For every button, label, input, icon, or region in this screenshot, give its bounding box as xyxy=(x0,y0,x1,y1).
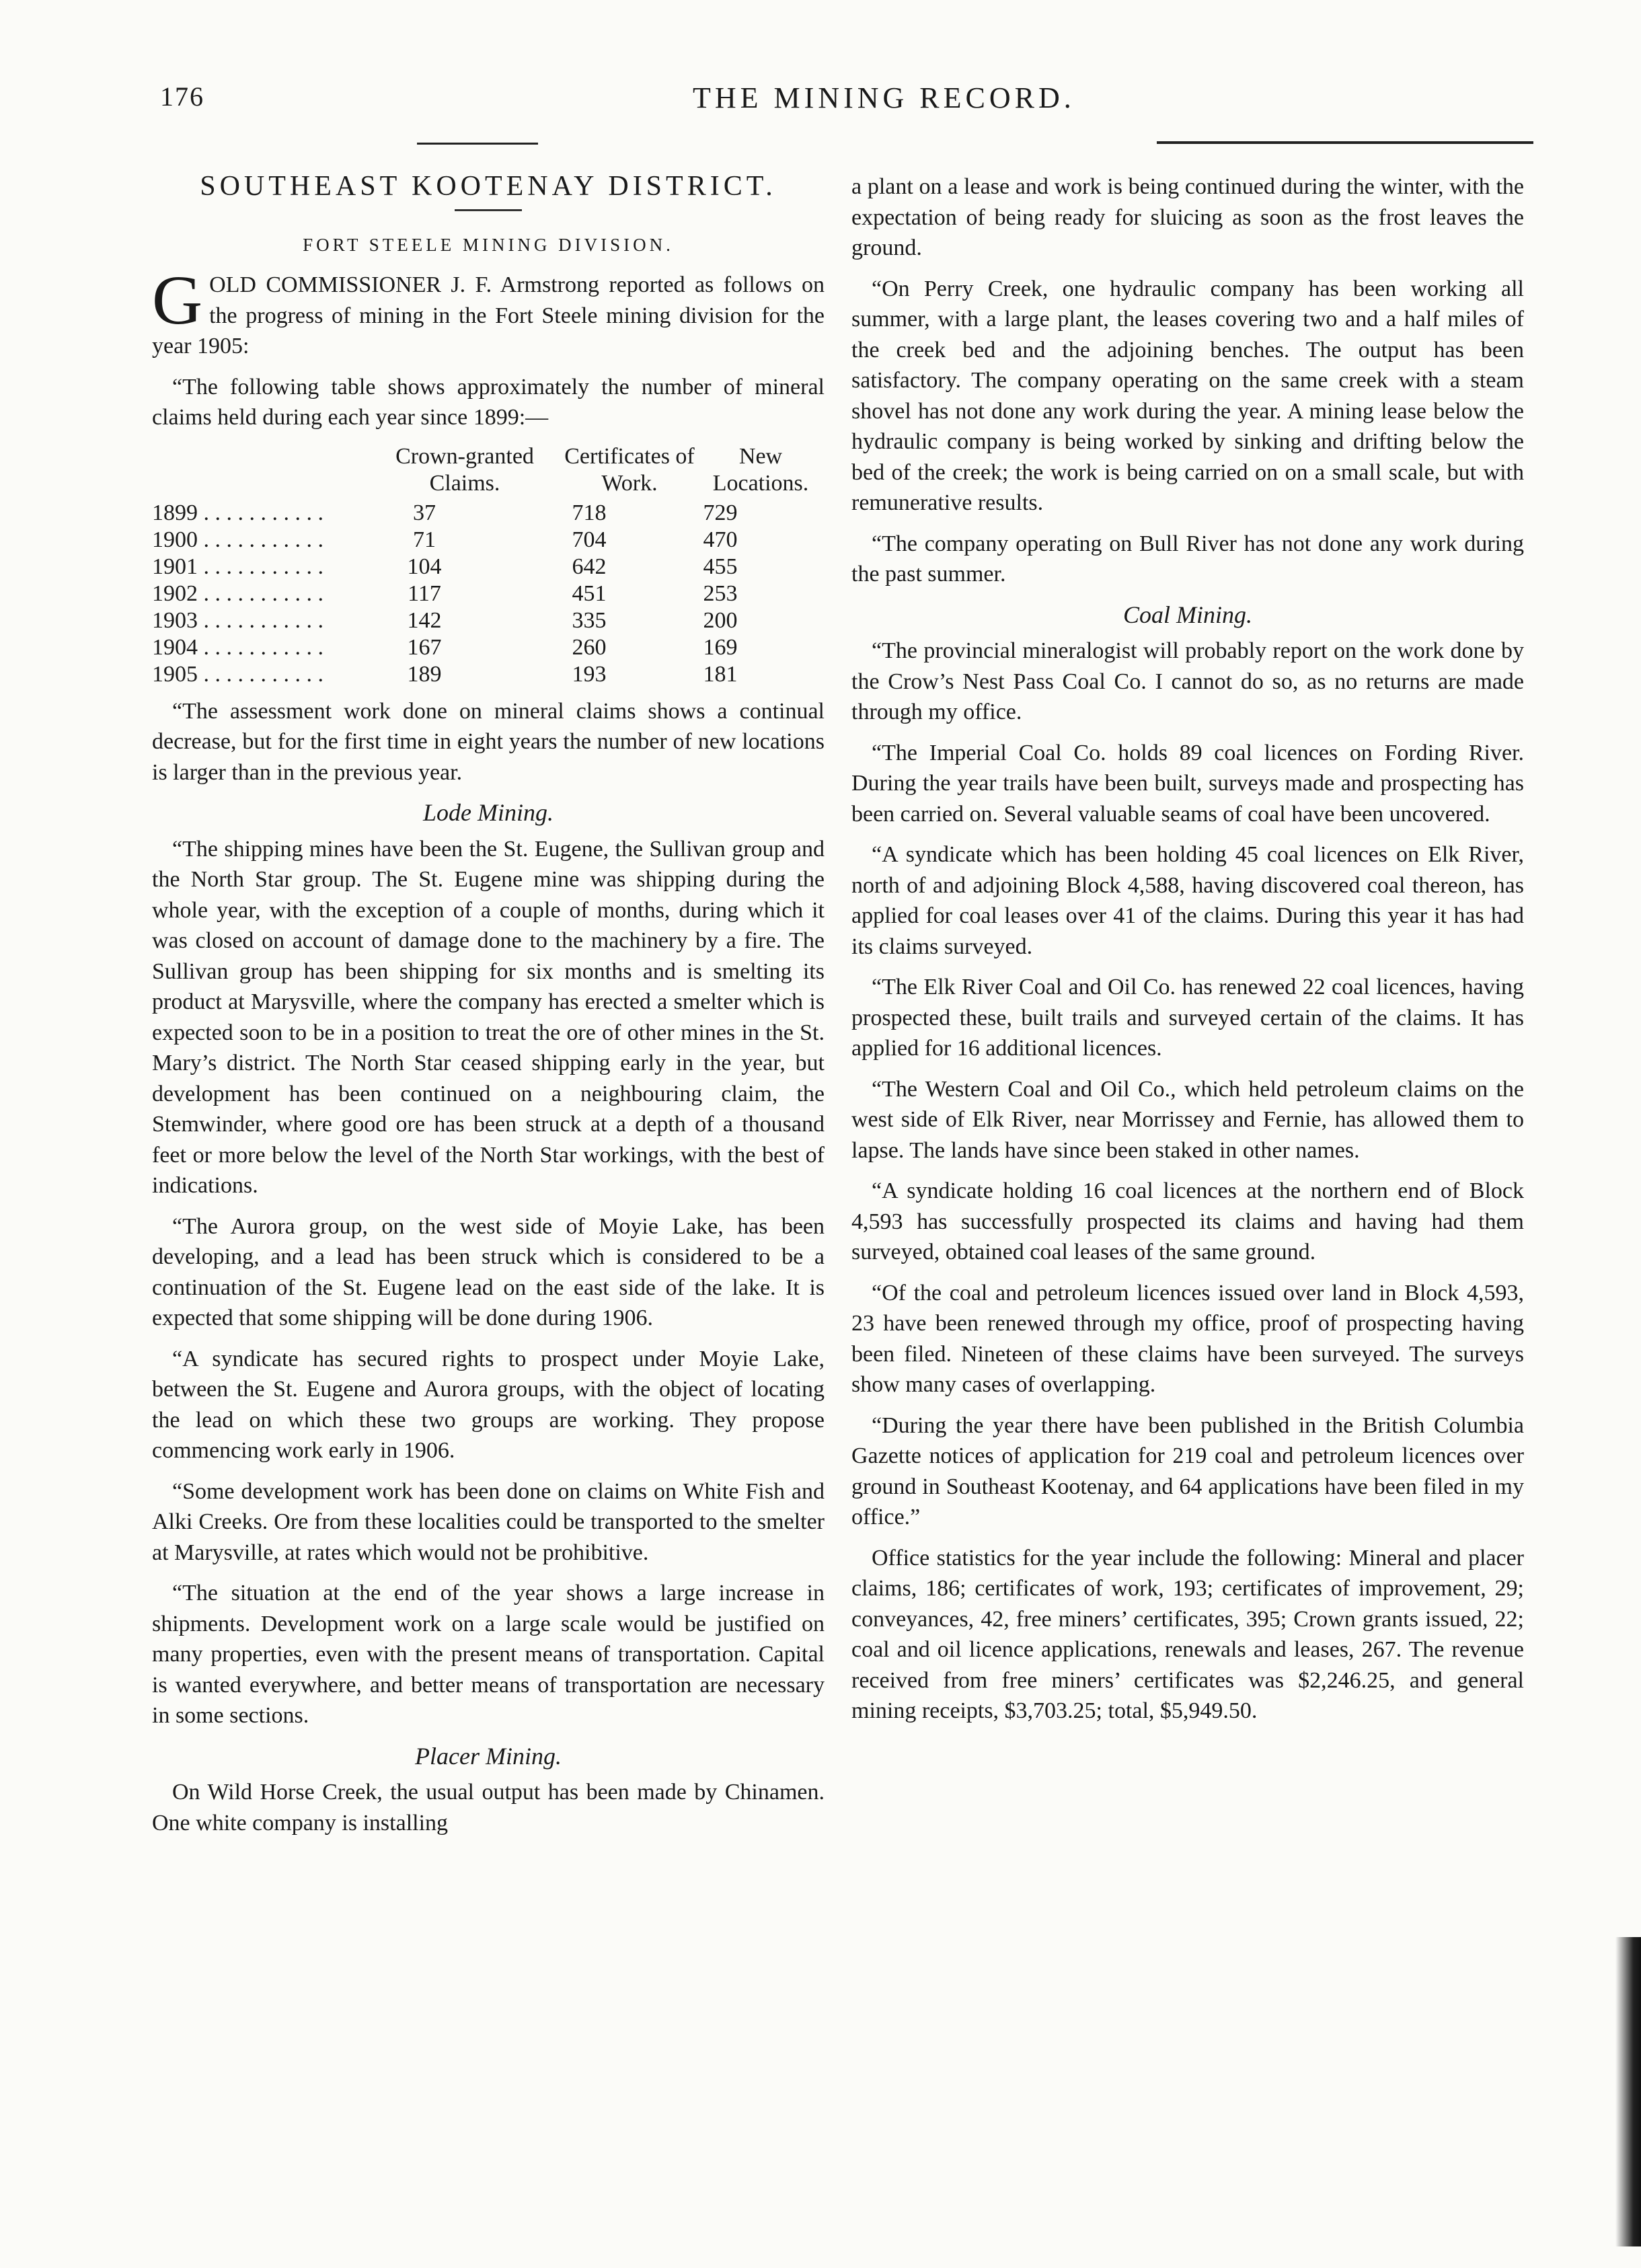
body-paragraph: “The Aurora group, on the west side of Moyie Lake, has been developing, and a lead has been struck which is considered to be a continuation of the St. Eugene lead on the east side of the lake. It is expected that some shipping will be done during 1906. xyxy=(152,1213,825,1330)
body-paragraph: “The company operating on Bull River has not done any work during the past summer. xyxy=(851,531,1524,587)
header-rule-right xyxy=(1157,141,1533,144)
table-cell: 718 xyxy=(572,500,607,525)
table-row xyxy=(152,527,825,554)
body-paragraph: a plant on a lease and work is being continued during the winter, with the expectation of being ready for sluicing as soon as the frost leaves the ground. xyxy=(851,174,1524,260)
table-row xyxy=(152,661,825,688)
title-rule xyxy=(455,209,522,211)
table-cell-year: 1905 . . . . . . . . . . . xyxy=(152,661,323,687)
body-paragraph: “A syndicate has secured rights to prospect under Moyie Lake, between the St. Eugene and Aurora groups, with the object of locating the lead on which these two groups are working. They propose commencing work early in 1906. xyxy=(152,1346,825,1463)
table-cell: 193 xyxy=(572,661,607,687)
table-cell: 470 xyxy=(703,527,738,552)
body-paragraph: “A syndicate holding 16 coal licences at the northern end of Block 4,593 has successfully prospected its claims and having had them surveyed, obtained coal leases of the same ground. xyxy=(851,1178,1524,1264)
body-paragraph: Office statistics for the year include the following: Mineral and placer claims, 186; certificates of work, 193; certificates of improvement, 29; conveyances, 42, free miners’ certificates, 395; Crown grants issued, 22; coal and oil licence applications, renewals and leases, 267. The revenue received from free miners’ certificates was $2,246.25, and general mining receipts, $3,703.25; total, $5,949.50. xyxy=(851,1545,1524,1723)
table-cell: 169 xyxy=(703,634,738,660)
table-cell: 189 xyxy=(407,661,442,687)
table-cell: 642 xyxy=(572,554,607,579)
page-number: 176 xyxy=(160,81,204,112)
body-paragraph: “Some development work has been done on claims on White Fish and Alki Creeks. Ore from these localities could be transported to the smelter at Marysville, at rates which would not be prohibitive. xyxy=(152,1478,825,1565)
article-subtitle: FORT STEELE MINING DIVISION. xyxy=(303,234,674,255)
table-cell: 704 xyxy=(572,527,607,552)
table-cell: 335 xyxy=(572,607,607,633)
column-header: Crown-granted Claims. xyxy=(395,443,534,496)
body-paragraph: “The Elk River Coal and Oil Co. has renewed 22 coal licences, having prospected these, built trails and surveyed certain of the claims. It has applied for 16 additional licences. xyxy=(851,975,1524,1061)
body-paragraph: “A syndicate which has been holding 45 coal licences on Elk River, north of and adjoining Block 4,588, having discovered coal thereon, has applied for coal leases over 41 of the claims. During this year it has had its claims surveyed. xyxy=(851,842,1524,959)
table-cell: 253 xyxy=(703,580,738,606)
table-row xyxy=(152,580,825,607)
article-title: SOUTHEAST KOOTENAY DISTRICT. xyxy=(200,171,777,202)
table-cell: 200 xyxy=(703,607,738,633)
table-cell-year: 1899 . . . . . . . . . . . xyxy=(152,500,323,525)
table-row xyxy=(152,500,825,527)
table-cell-year: 1903 . . . . . . . . . . . xyxy=(152,607,323,633)
body-paragraph: “The shipping mines have been the St. Eugene, the Sullivan group and the North Star group. The St. Eugene mine was shipping during the whole year, with the exception of a couple of months, during which it was closed on account of damage done to the machinery by a fire. The Sullivan group has been shipping for six months and is smelting its product at Marysville, where the company has erected a smelter which is expected soon to be in a position to treat the ore of other mines in the St. Mary’s district. The North Star ceased shipping early in the year, but development has been continued on a neighbouring claim, the Stemwinder, where good ore has been struck at a depth of a thousand feet or more below the level of the North Star workings, with the best of indications. xyxy=(152,836,825,1198)
running-title: THE MINING RECORD. xyxy=(693,81,1075,114)
table-row xyxy=(152,554,825,580)
column-header: New Locations. xyxy=(712,443,809,496)
table-row xyxy=(152,634,825,661)
table-cell: 455 xyxy=(703,554,738,579)
body-paragraph: “Of the coal and petroleum licences issued over land in Block 4,593, 23 have been renewed through my office, proof of prospecting having been filed. Nineteen of these claims have been surveyed. The surveys show many cases of overlapping. xyxy=(851,1280,1524,1397)
section-heading-lode: Lode Mining. xyxy=(423,799,554,826)
scan-edge-shadow xyxy=(1615,1937,1641,2246)
table-header xyxy=(152,443,825,497)
table-row xyxy=(152,607,825,634)
table-cell: 71 xyxy=(413,527,436,552)
table-cell: 451 xyxy=(572,580,607,606)
section-heading-coal: Coal Mining. xyxy=(1122,601,1252,628)
body-paragraph: “The Imperial Coal Co. holds 89 coal licences on Fording River. During the year trails have been built, surveys made and prospecting has been carried on. Several valuable seams of coal have been uncovered. xyxy=(851,740,1524,827)
table-cell: 181 xyxy=(703,661,738,687)
body-paragraph: “On Perry Creek, one hydraulic company has been working all summer, with a large plant, the leases covering two and a half miles of the creek bed and the adjoining benches. The output has been satisfactory. The company operating on the same creek with a steam shovel has not done any work during the year. A mining lease below the hydraulic company is being worked by sinking and drifting below the bed of the creek; the work is being carried on on a small scale, but with remunerative results. xyxy=(851,276,1524,515)
table-cell: 260 xyxy=(572,634,607,660)
column-header: Certificates of Work. xyxy=(564,443,695,496)
table-cell-year: 1901 . . . . . . . . . . . xyxy=(152,554,323,579)
body-paragraph: “During the year there have been published in the British Columbia Gazette notices of application for 219 coal and petroleum licences over ground in Southeast Kootenay, and 64 applications have been filed in my office.” xyxy=(851,1412,1524,1529)
claims-table xyxy=(152,443,825,688)
table-cell: 142 xyxy=(407,607,442,633)
header-rule-left xyxy=(417,143,538,145)
table-cell: 167 xyxy=(407,634,442,660)
table-cell: 729 xyxy=(703,500,738,525)
table-cell: 104 xyxy=(407,554,442,579)
table-cell-year: 1900 . . . . . . . . . . . xyxy=(152,527,323,552)
drop-cap: G xyxy=(152,262,203,339)
intro-paragraph-2: “The following table shows approximately the number of mineral claims held during each year since 1899:— xyxy=(152,374,825,430)
body-paragraph: “The situation at the end of the year shows a large increase in shipments. Development work on a large scale would be justified on many properties, even with the present means of transportation. Capital is wanted everywhere, and better means of transportation are necessary in some sections. xyxy=(152,1581,825,1728)
table-cell: 117 xyxy=(408,580,441,606)
section-heading-placer: Placer Mining. xyxy=(415,1742,562,1770)
body-paragraph: “The Western Coal and Oil Co., which held petroleum claims on the west side of Elk River, near Morrissey and Fernie, has allowed them to lapse. The lands have since been staked in other names. xyxy=(851,1076,1524,1163)
body-paragraph: “The assessment work done on mineral claims shows a continual decrease, but for the first time in eight years the number of new locations is larger than in the previous year. xyxy=(152,698,825,785)
body-paragraph: On Wild Horse Creek, the usual output has been made by Chinamen. One white company is installing xyxy=(152,1780,825,1836)
intro-paragraph: GOLD COMMISSIONER J. F. Armstrong reported as follows on the progress of mining in the Fort Steele mining division for the year 1905: xyxy=(152,262,825,358)
table-cell: 37 xyxy=(413,500,436,525)
left-column xyxy=(152,172,825,1848)
table-cell-year: 1904 . . . . . . . . . . . xyxy=(152,634,323,660)
table-cell-year: 1902 . . . . . . . . . . . xyxy=(152,580,323,606)
right-column xyxy=(851,172,1524,1737)
page-header xyxy=(0,81,1641,135)
body-paragraph: “The provincial mineralogist will probably report on the work done by the Crow’s Nest Pass Coal Co. I cannot do so, as no returns are made through my office. xyxy=(851,638,1524,724)
